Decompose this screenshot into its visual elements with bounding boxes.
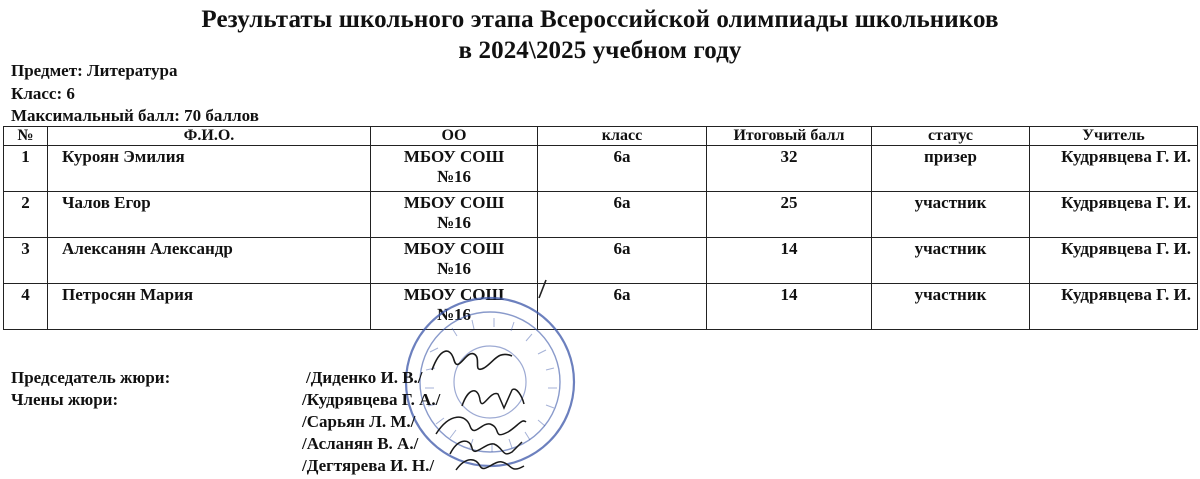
row-org-line1: МБОУ СОШ xyxy=(403,239,505,258)
chair-signature xyxy=(428,340,518,380)
header-class: класс xyxy=(538,127,707,146)
row-num: 1 xyxy=(4,146,48,192)
row-teacher: Кудрявцева Г. И. xyxy=(1030,238,1198,284)
row-teacher: Кудрявцева Г. И. xyxy=(1030,192,1198,238)
table-row xyxy=(4,192,1198,238)
jury-member-name: /Кудрявцева Г. А./ xyxy=(302,390,441,409)
subject-label: Предмет: Литература xyxy=(11,61,178,80)
row-org-line2: №16 xyxy=(436,167,472,186)
row-teacher: Кудрявцева Г. И. xyxy=(1030,284,1198,330)
header-status: статус xyxy=(872,127,1030,146)
table-row xyxy=(4,238,1198,284)
row-org-line1: МБОУ СОШ xyxy=(403,193,505,212)
row-score: 14 xyxy=(707,238,872,284)
jury-member-name: /Сарьян Л. М./ xyxy=(302,412,416,431)
document-title-line2: в 2024\2025 учебном году xyxy=(458,37,742,64)
row-org-line1: МБОУ СОШ xyxy=(403,285,505,304)
document-title-line1: Результаты школьного этапа Всероссийской олимпиады школьников xyxy=(201,6,999,33)
row-status: участник xyxy=(872,238,1030,284)
member-signature-2 xyxy=(430,408,530,444)
row-num: 3 xyxy=(4,238,48,284)
jury-chair-label: Председатель жюри: xyxy=(11,368,171,387)
header-name: Ф.И.О. xyxy=(48,127,371,146)
row-num: 2 xyxy=(4,192,48,238)
row-org xyxy=(371,238,538,284)
row-status: участник xyxy=(872,192,1030,238)
row-org xyxy=(371,146,538,192)
table-header-row xyxy=(4,127,1198,146)
jury-members-label: Члены жюри: xyxy=(11,390,119,409)
row-class: 6а xyxy=(538,238,707,284)
header-org: ОО xyxy=(371,127,538,146)
row-score: 25 xyxy=(707,192,872,238)
jury-chair-name: /Диденко И. В./ xyxy=(306,368,423,387)
row-score: 14 xyxy=(707,284,872,330)
row-name: Алексанян Александр xyxy=(48,238,371,284)
row-org-line2: №16 xyxy=(436,213,472,232)
row-name: Чалов Егор xyxy=(48,192,371,238)
row-org-line1: МБОУ СОШ xyxy=(403,147,505,166)
table-row xyxy=(4,146,1198,192)
table-row xyxy=(4,284,1198,330)
max-score-label: Максимальный балл: 70 баллов xyxy=(11,106,259,125)
jury-member-name: /Дегтярева И. Н./ xyxy=(302,456,435,475)
grade-label: Класс: 6 xyxy=(11,84,75,103)
row-org xyxy=(371,192,538,238)
row-class: 6а xyxy=(538,192,707,238)
row-num: 4 xyxy=(4,284,48,330)
row-class: 6а xyxy=(538,284,707,330)
results-table xyxy=(3,126,1198,330)
member-signature-4 xyxy=(452,452,528,478)
member-signature-3 xyxy=(446,432,526,462)
row-name: Петросян Мария xyxy=(48,284,371,330)
pen-tick-mark xyxy=(536,278,550,300)
row-org-line2: №16 xyxy=(436,305,472,324)
row-status: участник xyxy=(872,284,1030,330)
header-teacher: Учитель xyxy=(1030,127,1198,146)
row-org-line2: №16 xyxy=(436,259,472,278)
row-status: призер xyxy=(872,146,1030,192)
row-score: 32 xyxy=(707,146,872,192)
row-name: Куроян Эмилия xyxy=(48,146,371,192)
row-teacher: Кудрявцева Г. И. xyxy=(1030,146,1198,192)
row-class: 6а xyxy=(538,146,707,192)
jury-member-name: /Асланян В. А./ xyxy=(302,434,419,453)
member-signature-1 xyxy=(458,382,528,416)
row-org xyxy=(371,284,538,330)
header-score: Итоговый балл xyxy=(707,127,872,146)
header-num: № xyxy=(4,127,48,146)
